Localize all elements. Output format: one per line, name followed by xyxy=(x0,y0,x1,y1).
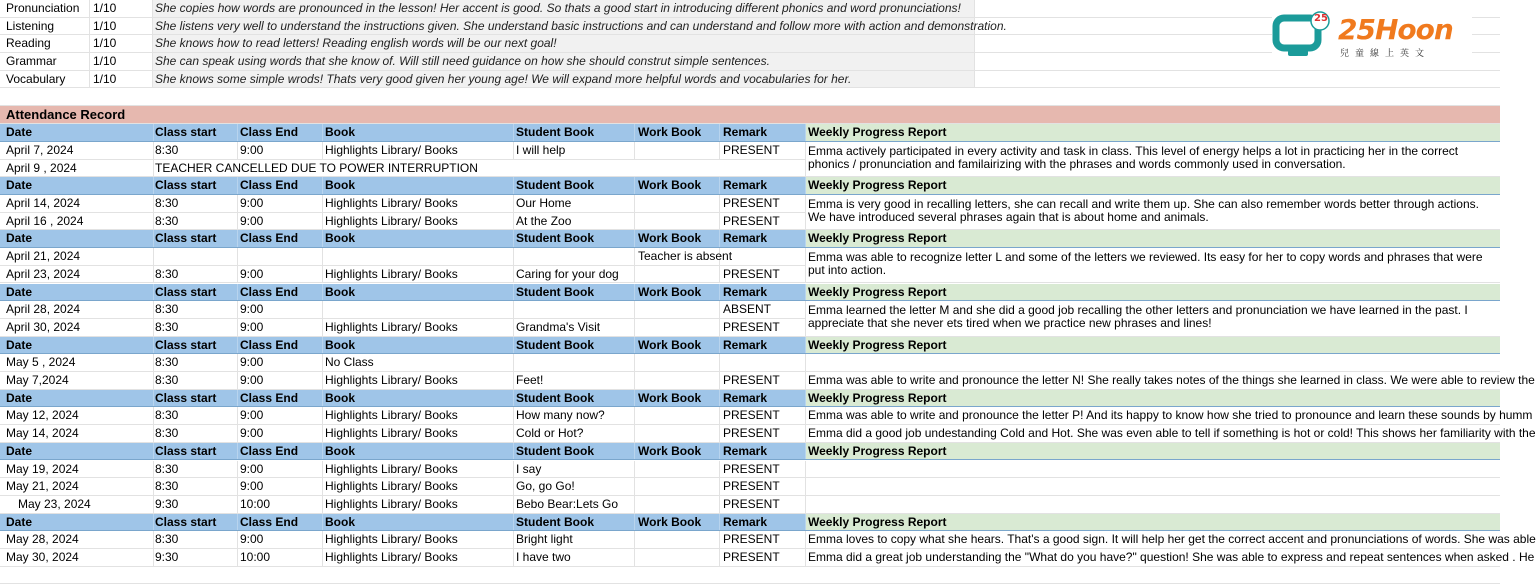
skill-comment[interactable]: She copies how words are pronounced in the lesson! Her accent is good. So thats a good start in introducing different phonics and word pronunciations! xyxy=(153,0,975,17)
header-remark[interactable]: Remark xyxy=(721,514,806,531)
date-cell[interactable]: May 5 , 2024 xyxy=(4,354,154,371)
weekly-report[interactable]: Emma was able to write and pronounce the letter N! She really takes notes of the things she learned in class. We were able to review the xyxy=(808,373,1535,387)
work-book-cell[interactable] xyxy=(636,407,720,424)
logo-mark: 25 xyxy=(1314,13,1328,24)
work-book-cell[interactable] xyxy=(636,195,720,212)
header-book[interactable]: Book xyxy=(323,390,514,407)
class-end-cell[interactable]: 9:00 xyxy=(238,372,323,389)
weekly-report[interactable]: Emma is very good in recalling letters, she can recall and write them up. She can also remember words better through actions. We have introduced several phrases again that is about home and animals. xyxy=(806,195,1500,229)
header-weekly-progress[interactable]: Weekly Progress Report xyxy=(806,284,1500,301)
attendance-row xyxy=(0,354,1500,372)
student-book-cell[interactable]: Caring for your dog xyxy=(514,266,635,283)
class-start-cell[interactable]: 8:30 xyxy=(153,461,238,478)
student-book-cell[interactable] xyxy=(514,354,635,371)
header-row xyxy=(0,124,1500,142)
student-book-cell[interactable] xyxy=(514,301,635,318)
header-book[interactable]: Book xyxy=(323,177,514,194)
header-remark[interactable]: Remark xyxy=(721,443,806,460)
class-start-cell[interactable]: 8:30 xyxy=(153,407,238,424)
header-work-book[interactable]: Work Book xyxy=(636,230,720,247)
header-row xyxy=(0,390,1500,408)
header-student-book[interactable]: Student Book xyxy=(514,284,635,301)
date-cell[interactable]: April 23, 2024 xyxy=(4,266,154,283)
book-cell[interactable] xyxy=(323,301,514,318)
skill-name[interactable]: Listening xyxy=(4,18,90,35)
weekly-report[interactable]: Emma was able to recognize letter L and some of the letters we reviewed. Its easy for her to copy words and phrases that were put into action. xyxy=(806,248,1500,282)
date-cell[interactable]: April 30, 2024 xyxy=(4,319,154,336)
header-class-start[interactable]: Class start xyxy=(153,284,238,301)
class-start-cell[interactable]: 8:30 xyxy=(153,213,238,230)
work-book-cell[interactable] xyxy=(636,478,720,495)
skill-comment[interactable]: She knows how to read letters! Reading english words will be our next goal! xyxy=(153,35,975,52)
work-book-cell[interactable] xyxy=(636,549,720,566)
skill-row xyxy=(0,71,1500,89)
cancellation-note[interactable]: TEACHER CANCELLED DUE TO POWER INTERRUPTION xyxy=(153,160,806,177)
book-cell[interactable]: Highlights Library/ Books xyxy=(323,531,514,548)
blank-row xyxy=(0,567,1500,584)
book-cell[interactable]: Highlights Library/ Books xyxy=(323,496,514,513)
class-start-cell[interactable]: 8:30 xyxy=(153,266,238,283)
class-start-cell[interactable] xyxy=(153,248,238,265)
student-book-cell[interactable]: I say xyxy=(514,461,635,478)
header-weekly-progress[interactable]: Weekly Progress Report xyxy=(806,230,1500,247)
date-cell[interactable]: May 30, 2024 xyxy=(4,549,154,566)
date-cell[interactable]: May 21, 2024 xyxy=(4,478,154,495)
skill-comment[interactable]: She listens very well to understand the instructions given. She understand basic instructions and can understand and follow more with action and demonstration. xyxy=(155,18,1007,33)
header-remark[interactable]: Remark xyxy=(721,337,806,354)
weekly-report[interactable]: Emma did a good job undestanding Cold and Hot. She was even able to tell if something is hot or cold! This shows her familiarity with the xyxy=(808,426,1536,441)
remark-cell[interactable]: PRESENT xyxy=(721,425,806,442)
book-cell[interactable]: Highlights Library/ Books xyxy=(323,266,514,283)
book-cell[interactable]: No Class xyxy=(323,354,514,371)
header-date[interactable]: Date xyxy=(4,443,154,460)
header-class-start[interactable]: Class start xyxy=(153,230,238,247)
class-start-cell[interactable]: 8:30 xyxy=(153,142,238,159)
header-weekly-progress[interactable]: Weekly Progress Report xyxy=(806,514,1500,531)
class-start-cell[interactable]: 8:30 xyxy=(153,531,238,548)
date-cell[interactable]: May 19, 2024 xyxy=(4,461,154,478)
book-cell[interactable]: Highlights Library/ Books xyxy=(323,549,514,566)
student-book-cell[interactable]: Go, go Go! xyxy=(514,478,635,495)
header-date[interactable]: Date xyxy=(4,230,154,247)
class-end-cell[interactable]: 9:00 xyxy=(238,213,323,230)
date-cell[interactable]: April 28, 2024 xyxy=(4,301,154,318)
date-cell[interactable]: April 9 , 2024 xyxy=(4,160,154,177)
skill-name[interactable]: Grammar xyxy=(4,53,90,70)
remark-cell[interactable]: PRESENT xyxy=(721,549,806,566)
skill-name[interactable]: Vocabulary xyxy=(4,71,90,88)
class-end-cell[interactable] xyxy=(238,248,323,265)
skill-score[interactable]: 1/10 xyxy=(90,71,153,88)
work-book-cell[interactable] xyxy=(636,496,720,513)
remark-cell[interactable]: PRESENT xyxy=(721,461,806,478)
work-book-cell[interactable] xyxy=(636,354,720,371)
book-cell[interactable]: Highlights Library/ Books xyxy=(323,142,514,159)
skill-name[interactable]: Reading xyxy=(4,35,90,52)
header-class-start[interactable]: Class start xyxy=(153,177,238,194)
class-end-cell[interactable]: 9:00 xyxy=(238,354,323,371)
header-book[interactable]: Book xyxy=(323,443,514,460)
header-class-end[interactable]: Class End xyxy=(238,230,323,247)
date-cell[interactable]: April 16 , 2024 xyxy=(4,213,154,230)
header-work-book[interactable]: Work Book xyxy=(636,284,720,301)
date-cell[interactable]: May 14, 2024 xyxy=(4,425,154,442)
header-date[interactable]: Date xyxy=(4,337,154,354)
remark-cell[interactable]: PRESENT xyxy=(721,372,806,389)
header-work-book[interactable]: Work Book xyxy=(636,514,720,531)
class-end-cell[interactable]: 9:00 xyxy=(238,142,323,159)
class-start-cell[interactable]: 8:30 xyxy=(153,319,238,336)
header-remark[interactable]: Remark xyxy=(721,390,806,407)
class-start-cell[interactable]: 9:30 xyxy=(153,496,238,513)
date-cell[interactable]: April 21, 2024 xyxy=(4,248,154,265)
header-book[interactable]: Book xyxy=(323,124,514,141)
header-class-start[interactable]: Class start xyxy=(153,337,238,354)
weekly-report[interactable]: Emma did a great job understanding the "What do you have?" question! She was able to express and repeat sentences when asked . He xyxy=(808,550,1535,564)
header-class-start[interactable]: Class start xyxy=(153,443,238,460)
class-end-cell[interactable]: 9:00 xyxy=(238,425,323,442)
student-book-cell[interactable]: Our Home xyxy=(514,195,635,212)
header-student-book[interactable]: Student Book xyxy=(514,124,635,141)
book-cell[interactable]: Highlights Library/ Books xyxy=(323,319,514,336)
skill-comment[interactable]: She can speak using words that she know of. Will still need guidance on how she should construt simple sentences. xyxy=(153,53,975,70)
header-class-start[interactable]: Class start xyxy=(153,514,238,531)
remark-cell[interactable] xyxy=(721,248,806,265)
remark-cell[interactable]: PRESENT xyxy=(721,478,806,495)
work-book-cell[interactable] xyxy=(636,372,720,389)
header-date[interactable]: Date xyxy=(4,390,154,407)
remark-cell[interactable]: ABSENT xyxy=(721,301,806,318)
student-book-cell[interactable]: I have two xyxy=(514,549,635,566)
weekly-report[interactable]: Emma learned the letter M and she did a good job recalling the other letters and pronunciation we have learned in the past. I appreciate that she never ets tired when we practice new phrases and lines! xyxy=(806,301,1500,335)
work-book-cell[interactable] xyxy=(636,142,720,159)
header-class-end[interactable]: Class End xyxy=(238,284,323,301)
header-date[interactable]: Date xyxy=(4,514,154,531)
class-start-cell[interactable]: 8:30 xyxy=(153,372,238,389)
work-book-cell[interactable]: Teacher is absent xyxy=(638,249,733,264)
student-book-cell[interactable]: Feet! xyxy=(514,372,635,389)
header-class-start[interactable]: Class start xyxy=(153,390,238,407)
date-cell[interactable]: April 14, 2024 xyxy=(4,195,154,212)
attendance-row xyxy=(0,461,1500,479)
header-student-book[interactable]: Student Book xyxy=(514,443,635,460)
remark-cell[interactable]: PRESENT xyxy=(721,319,806,336)
skill-score[interactable]: 1/10 xyxy=(90,35,153,52)
class-start-cell[interactable]: 9:30 xyxy=(153,549,238,566)
book-cell[interactable]: Highlights Library/ Books xyxy=(323,195,514,212)
class-end-cell[interactable]: 9:00 xyxy=(238,319,323,336)
class-start-cell[interactable]: 8:30 xyxy=(153,478,238,495)
header-book[interactable]: Book xyxy=(323,514,514,531)
book-cell[interactable] xyxy=(323,248,514,265)
remark-cell[interactable]: PRESENT xyxy=(721,407,806,424)
header-weekly-progress[interactable]: Weekly Progress Report xyxy=(806,177,1500,194)
skill-name[interactable]: Pronunciation xyxy=(4,0,90,17)
class-end-cell[interactable]: 9:00 xyxy=(238,301,323,318)
attendance-title: Attendance Record xyxy=(6,107,126,123)
header-work-book[interactable]: Work Book xyxy=(636,124,720,141)
header-class-end[interactable]: Class End xyxy=(238,177,323,194)
work-book-cell[interactable] xyxy=(636,213,720,230)
header-student-book[interactable]: Student Book xyxy=(514,337,635,354)
header-student-book[interactable]: Student Book xyxy=(514,514,635,531)
header-date[interactable]: Date xyxy=(4,177,154,194)
attendance-row xyxy=(0,496,1500,514)
date-cell[interactable]: May 7,2024 xyxy=(4,372,154,389)
book-cell[interactable]: Highlights Library/ Books xyxy=(323,372,514,389)
date-cell[interactable]: May 12, 2024 xyxy=(4,407,154,424)
header-work-book[interactable]: Work Book xyxy=(636,177,720,194)
work-book-cell[interactable] xyxy=(636,531,720,548)
class-end-cell[interactable]: 9:00 xyxy=(238,461,323,478)
header-class-end[interactable]: Class End xyxy=(238,443,323,460)
header-work-book[interactable]: Work Book xyxy=(636,390,720,407)
class-end-cell[interactable]: 9:00 xyxy=(238,266,323,283)
header-weekly-progress[interactable]: Weekly Progress Report xyxy=(806,124,1500,141)
header-remark[interactable]: Remark xyxy=(721,177,806,194)
remark-cell[interactable]: PRESENT xyxy=(721,213,806,230)
date-cell[interactable]: May 28, 2024 xyxy=(4,531,154,548)
student-book-cell[interactable]: At the Zoo xyxy=(514,213,635,230)
student-book-cell[interactable] xyxy=(514,248,635,265)
work-book-cell[interactable] xyxy=(636,425,720,442)
class-end-cell[interactable]: 10:00 xyxy=(238,549,323,566)
header-class-end[interactable]: Class End xyxy=(238,124,323,141)
class-start-cell[interactable]: 8:30 xyxy=(153,425,238,442)
attendance-title-row xyxy=(0,106,1500,124)
student-book-cell[interactable]: Bebo Bear:Lets Go xyxy=(514,496,635,513)
header-row xyxy=(0,230,1500,248)
header-class-start[interactable]: Class start xyxy=(153,124,238,141)
class-end-cell[interactable]: 9:00 xyxy=(238,407,323,424)
class-end-cell[interactable]: 10:00 xyxy=(238,496,323,513)
book-cell[interactable]: Highlights Library/ Books xyxy=(323,425,514,442)
remark-cell[interactable]: PRESENT xyxy=(721,496,806,513)
remark-cell[interactable]: PRESENT xyxy=(721,195,806,212)
header-remark[interactable]: Remark xyxy=(721,284,806,301)
header-class-end[interactable]: Class End xyxy=(238,390,323,407)
header-remark[interactable]: Remark xyxy=(721,230,806,247)
weekly-report[interactable]: Emma actively participated in every activity and task in class. This level of energy helps a lot in practicing her in the correct phonics / pronunciation and familairizing with the phrases and words commonly used in conversation. xyxy=(806,142,1500,176)
work-book-cell[interactable] xyxy=(636,461,720,478)
header-student-book[interactable]: Student Book xyxy=(514,390,635,407)
header-work-book[interactable]: Work Book xyxy=(636,443,720,460)
header-weekly-progress[interactable]: Weekly Progress Report xyxy=(806,443,1500,460)
header-row xyxy=(0,337,1500,355)
weekly-report[interactable]: Emma loves to copy what she hears. That's a good sign. It will help her get the correct accent and pronunciations of words. She was able xyxy=(808,532,1536,547)
skill-score[interactable]: 1/10 xyxy=(90,18,153,35)
header-date[interactable]: Date xyxy=(4,284,154,301)
header-book[interactable]: Book xyxy=(323,230,514,247)
student-book-cell[interactable]: Cold or Hot? xyxy=(514,425,635,442)
logo-brand: 25Hoon xyxy=(1338,13,1453,46)
header-row xyxy=(0,284,1500,302)
header-row xyxy=(0,514,1500,532)
skill-score[interactable]: 1/10 xyxy=(90,53,153,70)
header-weekly-progress[interactable]: Weekly Progress Report xyxy=(806,390,1500,407)
header-work-book[interactable]: Work Book xyxy=(636,337,720,354)
class-end-cell[interactable]: 9:00 xyxy=(238,195,323,212)
class-end-cell[interactable]: 9:00 xyxy=(238,531,323,548)
work-book-cell[interactable] xyxy=(636,319,720,336)
student-book-cell[interactable]: Grandma's Visit xyxy=(514,319,635,336)
header-date[interactable]: Date xyxy=(4,124,154,141)
brand-logo xyxy=(1272,12,1472,62)
header-weekly-progress[interactable]: Weekly Progress Report xyxy=(806,337,1500,354)
header-row xyxy=(0,443,1500,461)
book-cell[interactable]: Highlights Library/ Books xyxy=(323,478,514,495)
header-class-end[interactable]: Class End xyxy=(238,514,323,531)
class-start-cell[interactable]: 8:30 xyxy=(153,354,238,371)
student-book-cell[interactable]: How many now? xyxy=(514,407,635,424)
blank-row xyxy=(0,89,1500,107)
header-student-book[interactable]: Student Book xyxy=(514,177,635,194)
date-cell[interactable]: April 7, 2024 xyxy=(4,142,154,159)
skill-score[interactable]: 1/10 xyxy=(90,0,153,17)
book-cell[interactable]: Highlights Library/ Books xyxy=(323,461,514,478)
header-book[interactable]: Book xyxy=(323,337,514,354)
header-student-book[interactable]: Student Book xyxy=(514,230,635,247)
remark-cell[interactable] xyxy=(721,354,806,371)
book-cell[interactable]: Highlights Library/ Books xyxy=(323,213,514,230)
remark-cell[interactable]: PRESENT xyxy=(721,142,806,159)
student-book-cell[interactable]: Bright light xyxy=(514,531,635,548)
header-class-end[interactable]: Class End xyxy=(238,337,323,354)
attendance-row xyxy=(0,478,1500,496)
header-book[interactable]: Book xyxy=(323,284,514,301)
remark-cell[interactable]: PRESENT xyxy=(721,531,806,548)
date-cell[interactable]: May 23, 2024 xyxy=(4,496,154,513)
header-row xyxy=(0,177,1500,195)
class-end-cell[interactable]: 9:00 xyxy=(238,478,323,495)
weekly-report[interactable]: Emma was able to write and pronounce the letter P! And its happy to know how she tried to pronounce and learn these sounds by humm xyxy=(808,408,1533,423)
class-start-cell[interactable]: 8:30 xyxy=(153,195,238,212)
header-remark[interactable]: Remark xyxy=(721,124,806,141)
logo-subtitle: 兒童線上英文 xyxy=(1340,49,1431,59)
class-start-cell[interactable]: 8:30 xyxy=(153,301,238,318)
remark-cell[interactable]: PRESENT xyxy=(721,266,806,283)
work-book-cell[interactable] xyxy=(636,266,720,283)
student-book-cell[interactable]: I will help xyxy=(514,142,635,159)
work-book-cell[interactable] xyxy=(636,301,720,318)
skill-comment[interactable]: She knows some simple wrods! Thats very good given her young age! We will expand more helpful words and vocabularies for her. xyxy=(153,71,975,88)
book-cell[interactable]: Highlights Library/ Books xyxy=(323,407,514,424)
